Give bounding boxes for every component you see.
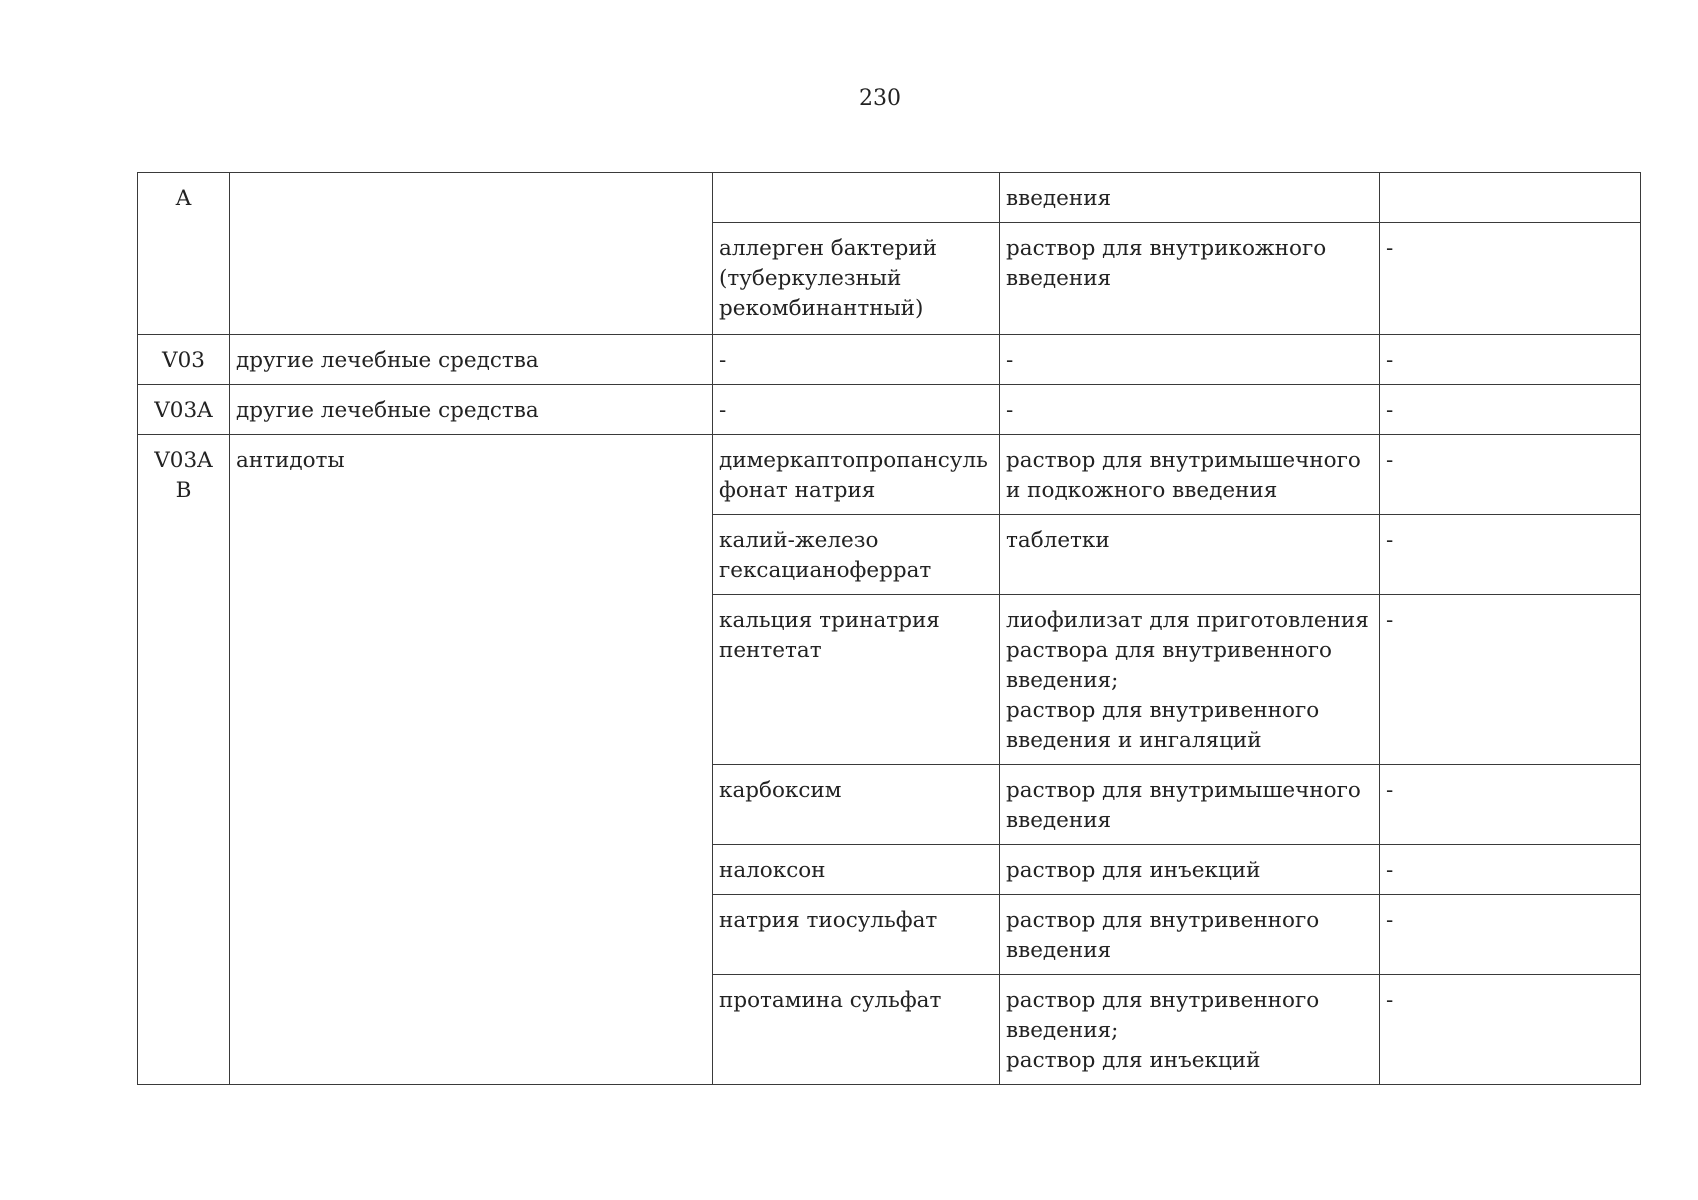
table-row [138, 173, 1641, 223]
dosage-form-cell: лиофилизат для приготовления раствора для внутривенного введения; раствор для внутривенного введения и ингаляций [1000, 595, 1380, 765]
dosage-form-cell: раствор для внутримышечного и подкожного введения [1000, 435, 1380, 515]
atc-code-cell: A [138, 173, 230, 335]
note-cell: - [1380, 515, 1641, 595]
note-cell: - [1380, 765, 1641, 845]
note-cell: - [1380, 385, 1641, 435]
dosage-form-cell: введения [1000, 173, 1380, 223]
dosage-form-cell: таблетки [1000, 515, 1380, 595]
atc-code-cell: V03A B [138, 435, 230, 1085]
table-row [138, 385, 1641, 435]
table-row [138, 435, 1641, 515]
note-cell: - [1380, 435, 1641, 515]
drug-name-cell: натрия тиосульфат [713, 895, 1000, 975]
drug-name-cell: - [713, 335, 1000, 385]
note-cell: - [1380, 895, 1641, 975]
note-cell: - [1380, 223, 1641, 335]
drug-name-cell: калий-железо гексацианоферрат [713, 515, 1000, 595]
page-number: 230 [859, 86, 901, 111]
medicines-table [137, 172, 1641, 1085]
drug-name-cell: протамина сульфат [713, 975, 1000, 1085]
drug-name-cell: димеркаптопропансуль фонат натрия [713, 435, 1000, 515]
dosage-form-cell: - [1000, 385, 1380, 435]
atc-code-cell: V03 [138, 335, 230, 385]
note-cell [1380, 173, 1641, 223]
atc-group-cell: другие лечебные средства [230, 385, 713, 435]
note-cell: - [1380, 845, 1641, 895]
dosage-form-cell: раствор для внутримышечного введения [1000, 765, 1380, 845]
dosage-form-cell: - [1000, 335, 1380, 385]
atc-group-cell [230, 173, 713, 335]
dosage-form-cell: раствор для внутривенного введения; раствор для инъекций [1000, 975, 1380, 1085]
atc-group-cell: антидоты [230, 435, 713, 1085]
dosage-form-cell: раствор для внутрикожного введения [1000, 223, 1380, 335]
dosage-form-cell: раствор для инъекций [1000, 845, 1380, 895]
drug-name-cell [713, 173, 1000, 223]
drug-name-cell: карбоксим [713, 765, 1000, 845]
dosage-form-cell: раствор для внутривенного введения [1000, 895, 1380, 975]
drug-name-cell: - [713, 385, 1000, 435]
drug-name-cell: кальция тринатрия пентетат [713, 595, 1000, 765]
note-cell: - [1380, 335, 1641, 385]
atc-code-cell: V03A [138, 385, 230, 435]
table-row [138, 335, 1641, 385]
note-cell: - [1380, 975, 1641, 1085]
drug-name-cell: налоксон [713, 845, 1000, 895]
drug-name-cell: аллерген бактерий (туберкулезный рекомбинантный) [713, 223, 1000, 335]
atc-group-cell: другие лечебные средства [230, 335, 713, 385]
note-cell: - [1380, 595, 1641, 765]
